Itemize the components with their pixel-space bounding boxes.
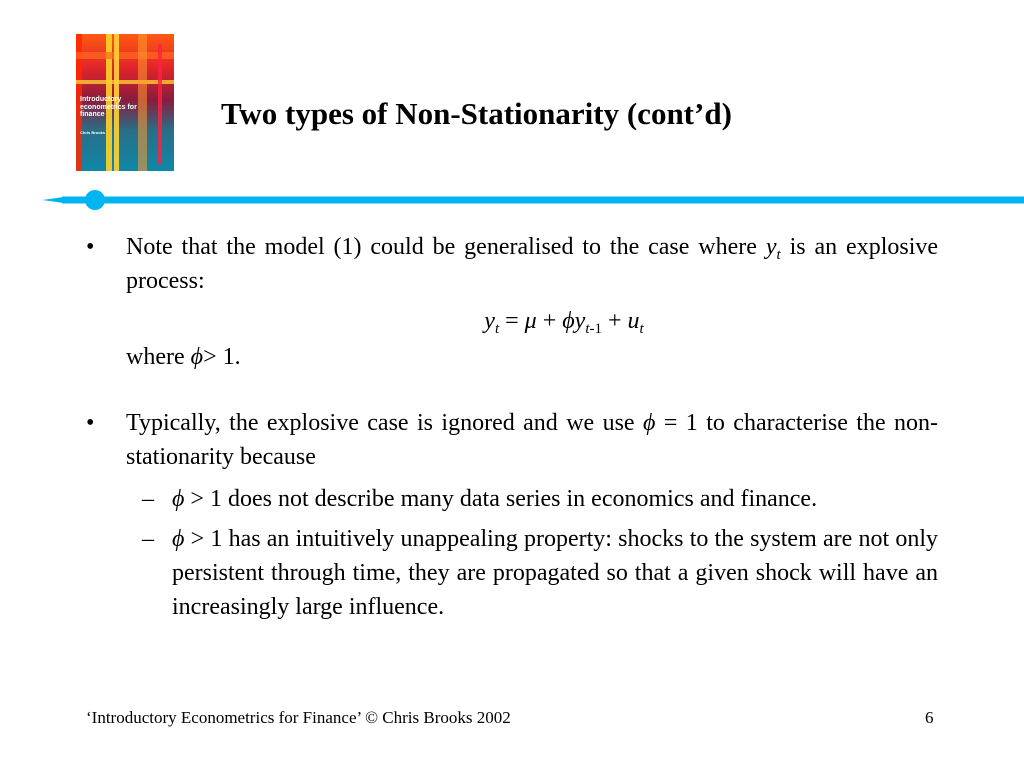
sub-bullet-mark: – — [142, 526, 154, 552]
eq-lhs-sub: t — [494, 321, 500, 337]
book-cover-title: Introductory econometrics for finance — [80, 96, 137, 118]
book-cover-image — [76, 34, 174, 171]
equation — [86, 304, 938, 338]
bullet-item-1 — [86, 230, 938, 298]
bullet-mark: • — [86, 234, 95, 260]
eq-phi: ϕ — [562, 308, 575, 334]
eq-u: u — [627, 308, 640, 334]
bullet-text: Note that the model (1) could be generalised to the case where — [126, 234, 757, 260]
bullet-text: Typically, the explosive case is ignored and we use — [126, 410, 635, 436]
where-rest: > 1. — [203, 344, 241, 370]
footer-copyright: ‘Introductory Econometrics for Finance’ © Chris Brooks 2002 — [86, 708, 511, 727]
sub-bullet-text: > 1 has an intuitively unappealing property: shocks to the system are not only persistent through time, they are propagated so that a given shock will have an increasingly large influence. — [172, 526, 938, 620]
where-prefix: where — [126, 344, 185, 370]
sub-bullet-mark: – — [142, 486, 154, 512]
eq-plus: + — [608, 308, 622, 334]
title-divider — [42, 186, 1024, 216]
slide-body — [86, 230, 938, 624]
book-cover-author: Chris Brooks — [80, 130, 106, 135]
divider-dot — [85, 190, 105, 210]
divider-arrow-tip — [42, 197, 64, 203]
divider-line — [62, 197, 1024, 204]
sub-bullet-item-1 — [86, 482, 938, 516]
eq-plus: + — [542, 308, 557, 334]
sub-bullet-phi: ϕ — [172, 486, 185, 512]
eq-equals: = — [505, 308, 519, 334]
bullet-mark: • — [86, 410, 95, 436]
sub-bullet-item-2 — [86, 522, 938, 624]
sub-bullet-text: > 1 does not describe many data series in economics and finance. — [190, 486, 818, 512]
eq-lhs: y — [484, 308, 495, 334]
slide-title: Two types of Non-Stationarity (cont’d) — [221, 96, 732, 131]
where-clause — [86, 340, 938, 374]
variable-subscript: t — [776, 247, 781, 263]
bullet-text: is an explosive process: — [126, 234, 939, 294]
bullet-item-2 — [86, 406, 938, 474]
sub-bullet-phi: ϕ — [172, 526, 185, 552]
bullet-text: = 1 to characterise the non-stationarity because — [126, 410, 939, 470]
eq-y-sub: t-1 — [585, 321, 602, 337]
where-phi: ϕ — [190, 344, 204, 370]
eq-u-sub: t — [639, 321, 644, 337]
bullet-phi: ϕ — [643, 410, 656, 436]
eq-y: y — [574, 308, 586, 334]
variable-y: y — [765, 234, 777, 260]
page-number: 6 — [925, 708, 934, 727]
eq-mu: μ — [524, 308, 537, 334]
